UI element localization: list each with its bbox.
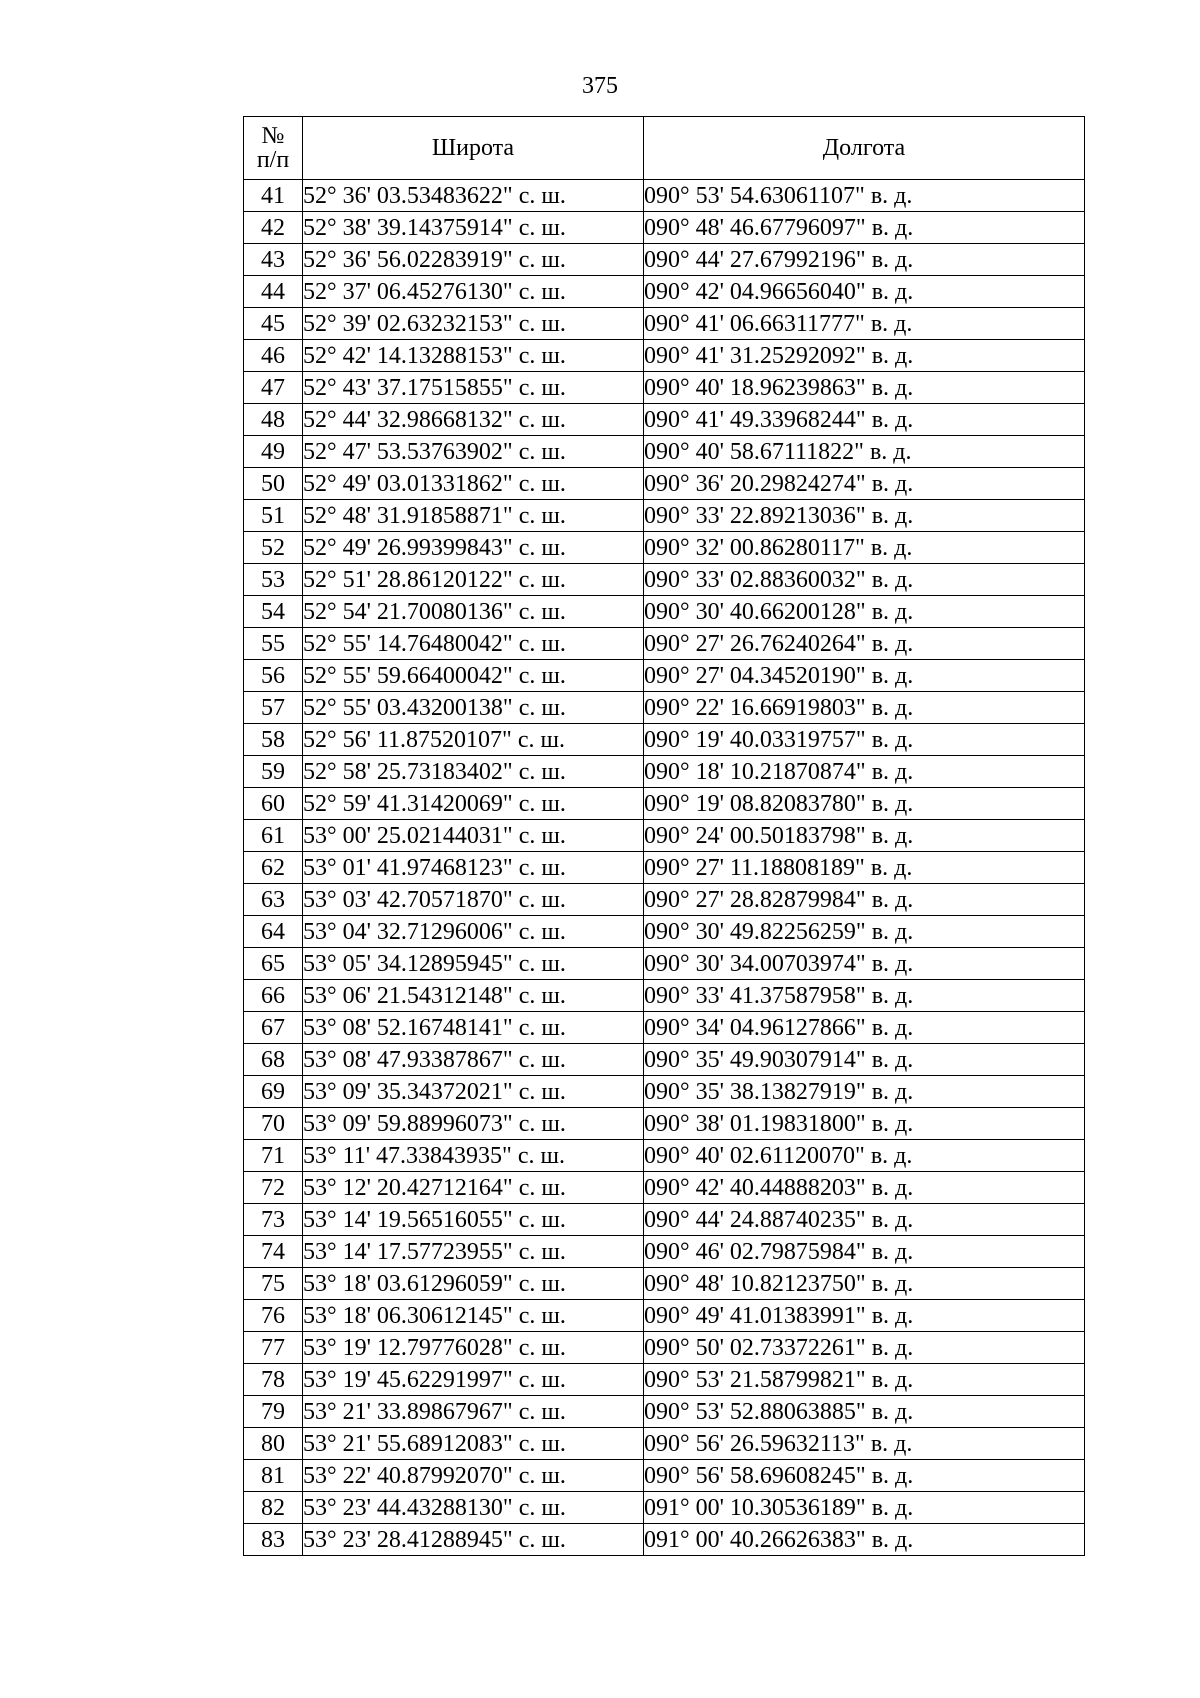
- row-number: 51: [244, 500, 303, 532]
- latitude-cell: 52° 47' 53.53763902" с. ш.: [303, 436, 644, 468]
- table-row: [244, 436, 1085, 468]
- latitude-cell: 52° 43' 37.17515855" с. ш.: [303, 372, 644, 404]
- header-number-line1: №: [261, 123, 285, 149]
- table-row: [244, 276, 1085, 308]
- longitude-cell: 090° 38' 01.19831800" в. д.: [644, 1108, 1085, 1140]
- header-longitude: Долгота: [644, 117, 1085, 180]
- latitude-cell: 52° 59' 41.31420069" с. ш.: [303, 788, 644, 820]
- latitude-cell: 53° 00' 25.02144031" с. ш.: [303, 820, 644, 852]
- row-number: 41: [244, 180, 303, 212]
- row-number: 70: [244, 1108, 303, 1140]
- latitude-cell: 53° 09' 35.34372021" с. ш.: [303, 1076, 644, 1108]
- longitude-cell: 090° 27' 28.82879984" в. д.: [644, 884, 1085, 916]
- longitude-cell: 090° 41' 49.33968244" в. д.: [644, 404, 1085, 436]
- table-row: [244, 1044, 1085, 1076]
- row-number: 79: [244, 1396, 303, 1428]
- row-number: 44: [244, 276, 303, 308]
- row-number: 45: [244, 308, 303, 340]
- latitude-cell: 53° 12' 20.42712164" с. ш.: [303, 1172, 644, 1204]
- table-row: [244, 596, 1085, 628]
- table-row: [244, 500, 1085, 532]
- table-row: [244, 1460, 1085, 1492]
- table-row: [244, 1204, 1085, 1236]
- longitude-cell: 090° 24' 00.50183798" в. д.: [644, 820, 1085, 852]
- longitude-cell: 090° 40' 02.61120070" в. д.: [644, 1140, 1085, 1172]
- longitude-cell: 090° 35' 49.90307914" в. д.: [644, 1044, 1085, 1076]
- table-row: [244, 1396, 1085, 1428]
- longitude-cell: 091° 00' 40.26626383" в. д.: [644, 1524, 1085, 1556]
- longitude-cell: 090° 56' 58.69608245" в. д.: [644, 1460, 1085, 1492]
- longitude-cell: 090° 36' 20.29824274" в. д.: [644, 468, 1085, 500]
- latitude-cell: 53° 04' 32.71296006" с. ш.: [303, 916, 644, 948]
- table-row: [244, 308, 1085, 340]
- longitude-cell: 090° 35' 38.13827919" в. д.: [644, 1076, 1085, 1108]
- row-number: 49: [244, 436, 303, 468]
- table-row: [244, 980, 1085, 1012]
- row-number: 68: [244, 1044, 303, 1076]
- longitude-cell: 090° 33' 22.89213036" в. д.: [644, 500, 1085, 532]
- longitude-cell: 090° 48' 46.67796097" в. д.: [644, 212, 1085, 244]
- row-number: 55: [244, 628, 303, 660]
- table-row: [244, 948, 1085, 980]
- table-row: [244, 884, 1085, 916]
- table-row: [244, 180, 1085, 212]
- table-row: [244, 564, 1085, 596]
- row-number: 78: [244, 1364, 303, 1396]
- latitude-cell: 53° 18' 03.61296059" с. ш.: [303, 1268, 644, 1300]
- latitude-cell: 52° 55' 03.43200138" с. ш.: [303, 692, 644, 724]
- latitude-cell: 53° 14' 17.57723955" с. ш.: [303, 1236, 644, 1268]
- latitude-cell: 52° 42' 14.13288153" с. ш.: [303, 340, 644, 372]
- longitude-cell: 090° 48' 10.82123750" в. д.: [644, 1268, 1085, 1300]
- latitude-cell: 53° 06' 21.54312148" с. ш.: [303, 980, 644, 1012]
- longitude-cell: 090° 41' 31.25292092" в. д.: [644, 340, 1085, 372]
- table-row: [244, 852, 1085, 884]
- row-number: 82: [244, 1492, 303, 1524]
- longitude-cell: 090° 40' 18.96239863" в. д.: [644, 372, 1085, 404]
- row-number: 81: [244, 1460, 303, 1492]
- header-latitude: Широта: [303, 117, 644, 180]
- row-number: 75: [244, 1268, 303, 1300]
- row-number: 43: [244, 244, 303, 276]
- longitude-cell: 090° 30' 40.66200128" в. д.: [644, 596, 1085, 628]
- row-number: 62: [244, 852, 303, 884]
- longitude-cell: 090° 33' 02.88360032" в. д.: [644, 564, 1085, 596]
- table-row: [244, 1428, 1085, 1460]
- longitude-cell: 090° 44' 24.88740235" в. д.: [644, 1204, 1085, 1236]
- row-number: 42: [244, 212, 303, 244]
- row-number: 63: [244, 884, 303, 916]
- table-row: [244, 1268, 1085, 1300]
- table-row: [244, 1140, 1085, 1172]
- table-row: [244, 1364, 1085, 1396]
- longitude-cell: 090° 40' 58.67111822" в. д.: [644, 436, 1085, 468]
- longitude-cell: 090° 49' 41.01383991" в. д.: [644, 1300, 1085, 1332]
- table-row: [244, 340, 1085, 372]
- longitude-cell: 090° 19' 40.03319757" в. д.: [644, 724, 1085, 756]
- table-row: [244, 1492, 1085, 1524]
- latitude-cell: 52° 54' 21.70080136" с. ш.: [303, 596, 644, 628]
- table-row: [244, 692, 1085, 724]
- row-number: 69: [244, 1076, 303, 1108]
- row-number: 57: [244, 692, 303, 724]
- latitude-cell: 53° 01' 41.97468123" с. ш.: [303, 852, 644, 884]
- longitude-cell: 090° 50' 02.73372261" в. д.: [644, 1332, 1085, 1364]
- row-number: 56: [244, 660, 303, 692]
- table-row: [244, 628, 1085, 660]
- row-number: 52: [244, 532, 303, 564]
- row-number: 74: [244, 1236, 303, 1268]
- row-number: 65: [244, 948, 303, 980]
- longitude-cell: 090° 53' 21.58799821" в. д.: [644, 1364, 1085, 1396]
- longitude-cell: 090° 42' 04.96656040" в. д.: [644, 276, 1085, 308]
- latitude-cell: 52° 55' 59.66400042" с. ш.: [303, 660, 644, 692]
- latitude-cell: 53° 03' 42.70571870" с. ш.: [303, 884, 644, 916]
- table-row: [244, 1012, 1085, 1044]
- latitude-cell: 52° 38' 39.14375914" с. ш.: [303, 212, 644, 244]
- longitude-cell: 090° 46' 02.79875984" в. д.: [644, 1236, 1085, 1268]
- row-number: 64: [244, 916, 303, 948]
- row-number: 83: [244, 1524, 303, 1556]
- table-row: [244, 372, 1085, 404]
- latitude-cell: 53° 14' 19.56516055" с. ш.: [303, 1204, 644, 1236]
- row-number: 50: [244, 468, 303, 500]
- row-number: 60: [244, 788, 303, 820]
- table-row: [244, 756, 1085, 788]
- longitude-cell: 090° 41' 06.66311777" в. д.: [644, 308, 1085, 340]
- latitude-cell: 52° 48' 31.91858871" с. ш.: [303, 500, 644, 532]
- longitude-cell: 090° 19' 08.82083780" в. д.: [644, 788, 1085, 820]
- longitude-cell: 091° 00' 10.30536189" в. д.: [644, 1492, 1085, 1524]
- row-number: 48: [244, 404, 303, 436]
- table-row: [244, 212, 1085, 244]
- latitude-cell: 53° 08' 52.16748141" с. ш.: [303, 1012, 644, 1044]
- row-number: 54: [244, 596, 303, 628]
- longitude-cell: 090° 32' 00.86280117" в. д.: [644, 532, 1085, 564]
- table-row: [244, 916, 1085, 948]
- table-row: [244, 1108, 1085, 1140]
- latitude-cell: 53° 05' 34.12895945" с. ш.: [303, 948, 644, 980]
- latitude-cell: 53° 18' 06.30612145" с. ш.: [303, 1300, 644, 1332]
- table-row: [244, 404, 1085, 436]
- table-row: [244, 1332, 1085, 1364]
- latitude-cell: 53° 19' 12.79776028" с. ш.: [303, 1332, 644, 1364]
- row-number: 73: [244, 1204, 303, 1236]
- latitude-cell: 52° 58' 25.73183402" с. ш.: [303, 756, 644, 788]
- row-number: 58: [244, 724, 303, 756]
- latitude-cell: 52° 49' 03.01331862" с. ш.: [303, 468, 644, 500]
- latitude-cell: 52° 56' 11.87520107" с. ш.: [303, 724, 644, 756]
- latitude-cell: 52° 36' 03.53483622" с. ш.: [303, 180, 644, 212]
- table-row: [244, 660, 1085, 692]
- row-number: 77: [244, 1332, 303, 1364]
- latitude-cell: 52° 37' 06.45276130" с. ш.: [303, 276, 644, 308]
- table-header-row: [244, 117, 1085, 180]
- longitude-cell: 090° 30' 34.00703974" в. д.: [644, 948, 1085, 980]
- table-row: [244, 1076, 1085, 1108]
- row-number: 67: [244, 1012, 303, 1044]
- table-row: [244, 724, 1085, 756]
- latitude-cell: 53° 21' 33.89867967" с. ш.: [303, 1396, 644, 1428]
- table-row: [244, 1300, 1085, 1332]
- row-number: 80: [244, 1428, 303, 1460]
- row-number: 66: [244, 980, 303, 1012]
- row-number: 53: [244, 564, 303, 596]
- header-number-line2: п/п: [256, 147, 290, 173]
- latitude-cell: 52° 51' 28.86120122" с. ш.: [303, 564, 644, 596]
- latitude-cell: 53° 23' 44.43288130" с. ш.: [303, 1492, 644, 1524]
- longitude-cell: 090° 44' 27.67992196" в. д.: [644, 244, 1085, 276]
- latitude-cell: 53° 23' 28.41288945" с. ш.: [303, 1524, 644, 1556]
- longitude-cell: 090° 27' 26.76240264" в. д.: [644, 628, 1085, 660]
- longitude-cell: 090° 53' 54.63061107" в. д.: [644, 180, 1085, 212]
- latitude-cell: 52° 49' 26.99399843" с. ш.: [303, 532, 644, 564]
- table-row: [244, 244, 1085, 276]
- coordinates-table: [243, 116, 1085, 1556]
- longitude-cell: 090° 42' 40.44888203" в. д.: [644, 1172, 1085, 1204]
- latitude-cell: 53° 19' 45.62291997" с. ш.: [303, 1364, 644, 1396]
- latitude-cell: 53° 21' 55.68912083" с. ш.: [303, 1428, 644, 1460]
- latitude-cell: 52° 55' 14.76480042" с. ш.: [303, 628, 644, 660]
- row-number: 71: [244, 1140, 303, 1172]
- longitude-cell: 090° 22' 16.66919803" в. д.: [644, 692, 1085, 724]
- latitude-cell: 53° 22' 40.87992070" с. ш.: [303, 1460, 644, 1492]
- latitude-cell: 53° 08' 47.93387867" с. ш.: [303, 1044, 644, 1076]
- row-number: 61: [244, 820, 303, 852]
- latitude-cell: 52° 44' 32.98668132" с. ш.: [303, 404, 644, 436]
- longitude-cell: 090° 53' 52.88063885" в. д.: [644, 1396, 1085, 1428]
- row-number: 76: [244, 1300, 303, 1332]
- latitude-cell: 52° 36' 56.02283919" с. ш.: [303, 244, 644, 276]
- table-body: [244, 180, 1085, 1556]
- longitude-cell: 090° 34' 04.96127866" в. д.: [644, 1012, 1085, 1044]
- table-row: [244, 820, 1085, 852]
- page-number: 375: [582, 73, 618, 99]
- row-number: 72: [244, 1172, 303, 1204]
- row-number: 47: [244, 372, 303, 404]
- row-number: 46: [244, 340, 303, 372]
- table-row: [244, 1524, 1085, 1556]
- longitude-cell: 090° 30' 49.82256259" в. д.: [644, 916, 1085, 948]
- longitude-cell: 090° 56' 26.59632113" в. д.: [644, 1428, 1085, 1460]
- latitude-cell: 53° 09' 59.88996073" с. ш.: [303, 1108, 644, 1140]
- table-row: [244, 532, 1085, 564]
- row-number: 59: [244, 756, 303, 788]
- table-row: [244, 468, 1085, 500]
- table-row: [244, 788, 1085, 820]
- latitude-cell: 52° 39' 02.63232153" с. ш.: [303, 308, 644, 340]
- table-row: [244, 1236, 1085, 1268]
- header-number: [244, 117, 303, 180]
- longitude-cell: 090° 33' 41.37587958" в. д.: [644, 980, 1085, 1012]
- longitude-cell: 090° 27' 11.18808189" в. д.: [644, 852, 1085, 884]
- longitude-cell: 090° 27' 04.34520190" в. д.: [644, 660, 1085, 692]
- table-row: [244, 1172, 1085, 1204]
- latitude-cell: 53° 11' 47.33843935" с. ш.: [303, 1140, 644, 1172]
- longitude-cell: 090° 18' 10.21870874" в. д.: [644, 756, 1085, 788]
